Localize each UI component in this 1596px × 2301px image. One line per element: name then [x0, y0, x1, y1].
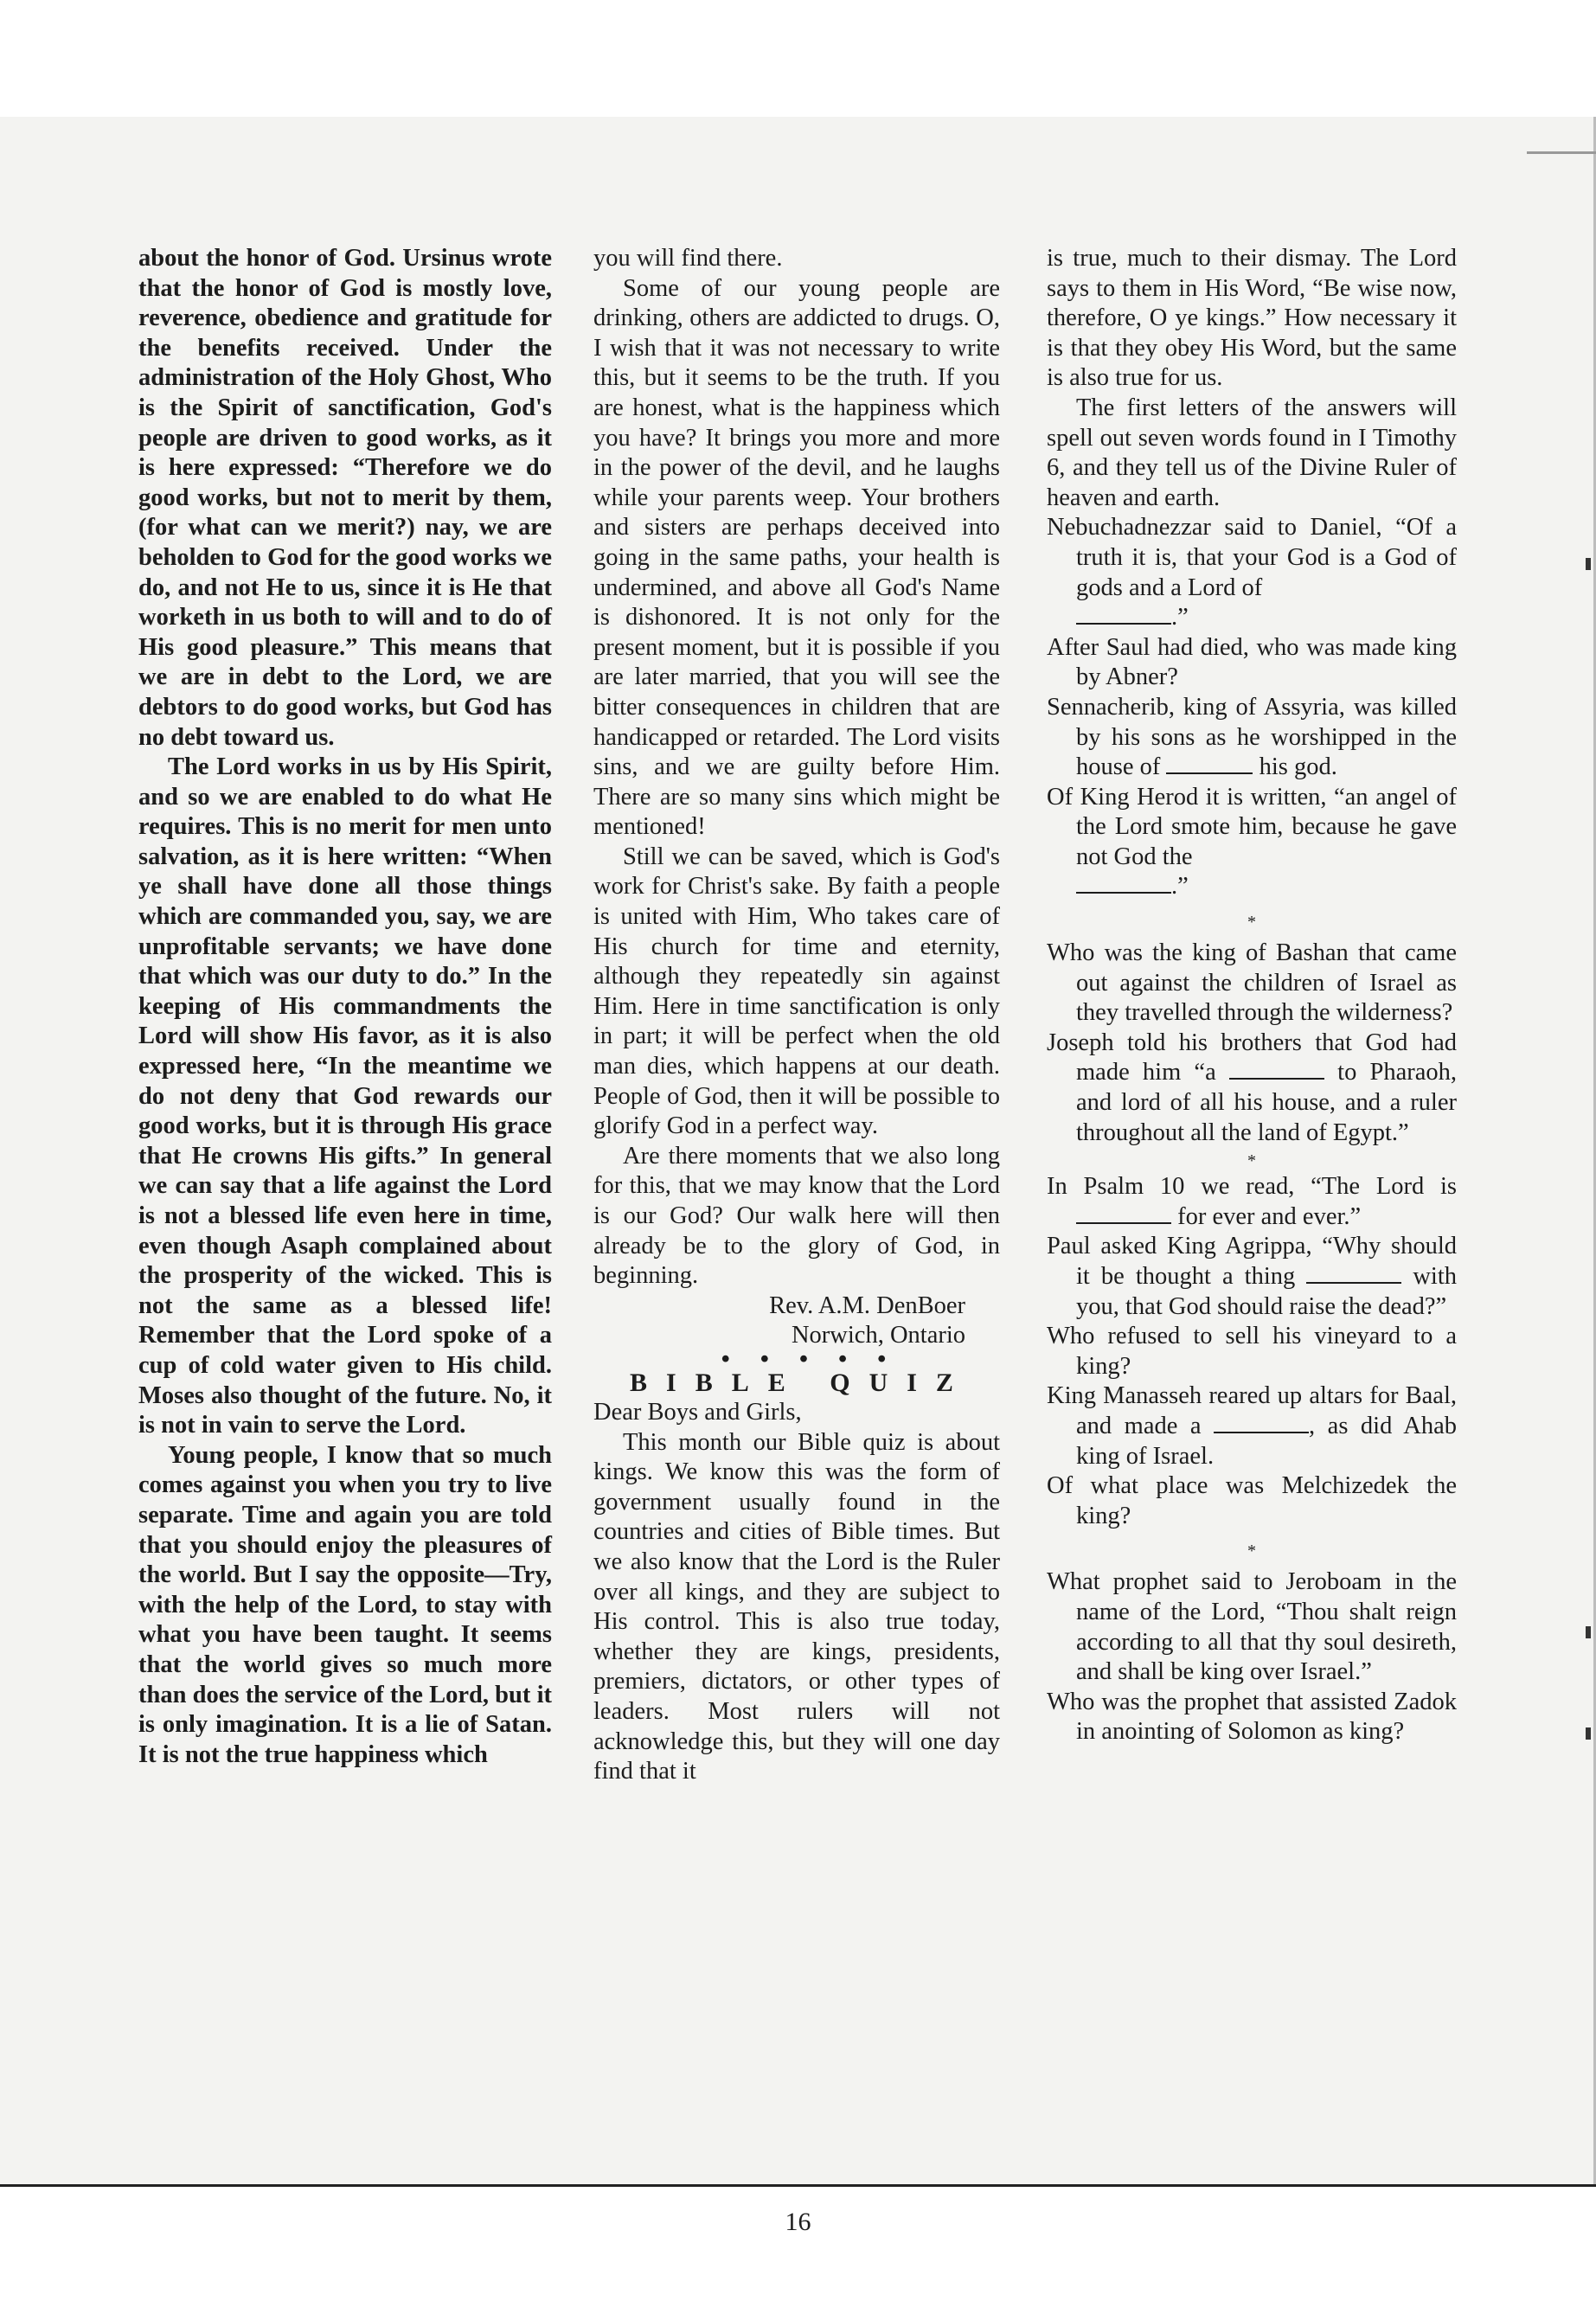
section-heading: BIBLE QUIZ — [630, 1368, 972, 1397]
quiz-question: Who was the king of Bashan that came out against the children of Israel as they travelled through the wilderness? — [1047, 939, 1457, 1027]
edge-tick — [1586, 1626, 1591, 1638]
paragraph: Still we can be saved, which is God's work for Christ's sake. By faith a people is united with Him, Who takes care of His church for time and eternity, although they repeatedly sin against Him. Here in time sanctification is only in part; it will be perfect when the old man dies, which happens at our death. People of God, then it will be possible to glorify God in a perfect way. — [593, 843, 1000, 1140]
greeting: Dear Boys and Girls, — [593, 1398, 802, 1426]
corner-mark — [1527, 151, 1596, 154]
paragraph: Young people, I know that so much comes against you when you try to live separate. Time and again you are told that you should enjoy the pleasures of the world. But I say the opposite—Try, with the help of the Lord, to stay with what you have been taught. It seems that the world gives so much more than does the service of the Lord, but it is only imagination. It is a lie of Satan. It is not the true happiness which — [138, 1441, 552, 1768]
column-right — [1047, 244, 1457, 1747]
separator-asterisk: * — [1247, 1151, 1256, 1171]
page-number: 16 — [785, 2208, 811, 2236]
column-left — [138, 244, 552, 1770]
quiz-question: In Psalm 10 we read, “The Lord is for ever and ever.” — [1047, 1173, 1457, 1230]
quiz-question: Of King Herod it is written, “an angel of the Lord smote him, because he gave not God the .” — [1047, 783, 1457, 901]
author-location: Norwich, Ontario — [791, 1322, 965, 1349]
answer-blank — [1214, 1413, 1309, 1433]
quiz-question: King Manasseh reared up altars for Baal, and made a , as did Ahab king of Israel. — [1047, 1382, 1457, 1470]
signature — [593, 1292, 1000, 1351]
magazine-page — [0, 117, 1596, 2236]
paragraph: you will find there. — [593, 245, 783, 272]
paragraph: is true, much to their dismay. The Lord says to them in His Word, “Be wise now, therefore, O ye kings.” How necessary it is that they obey His Word, but the same is also true for us. — [1047, 245, 1457, 392]
answer-blank — [1166, 753, 1253, 774]
answer-blank — [1306, 1263, 1401, 1284]
answer-blank — [1229, 1059, 1324, 1080]
separator-asterisk: * — [1247, 1541, 1256, 1561]
quiz-question: What prophet said to Jeroboam in the name of the Lord, “Thou shalt reign according to all that thy soul desireth, and shall be king over Israel.” — [1047, 1568, 1457, 1686]
answer-blank — [1076, 873, 1171, 894]
paragraph: about the honor of God. Ursinus wrote that the honor of God is mostly love, reverence, obedience and gratitude for the benefits received. Under the administration of the Holy Ghost, Who is the Spirit of sanctification, God's people are driven to good works, as it is here expressed: “Therefore we do good works, but not to merit by them, (for what can we merit?) nay, we are beholden to God for the good works we do, and not He to us, since it is He that worketh in us both to will and to do of His good pleasure.” This means that we are in debt to the Lord, we are debtors to do good works, but God has no debt toward us. — [138, 245, 552, 751]
paragraph: The first letters of the answers will spell out seven words found in I Timothy 6, and they tell us of the Divine Ruler of heaven and earth. — [1047, 394, 1457, 511]
author-name: Rev. A.M. DenBoer — [769, 1292, 965, 1319]
quiz-question: Of what place was Melchizedek the king? — [1047, 1472, 1457, 1529]
paragraph: Some of our young people are drinking, others are addicted to drugs. O, I wish that it was not necessary to write this, but it seems to be the truth. If you are honest, what is the happiness which you have? It brings you more and more in the power of the devil, and he laughs while your parents weep. Your brothers and sisters are perhaps deceived into going in the same paths, your health is undermined, and above all God's Name is dishonored. It is not only for the present moment, but it is possible if you are later married, that you will see the bitter consequences in children that are handicapped or retarded. The Lord visits sins, and we are guilty before Him. There are so many sins which might be mentioned! — [593, 274, 1000, 841]
paragraph: This month our Bible quiz is about kings. We know this was the form of government usually found in the countries and cities of Bible times. But we also know that the Lord is the Ruler over all kings, and they are subject to His control. This is also true today, whether they are kings, presidents, premiers, dictators, or other types of leaders. Most rulers will not acknowledge this, but they will one day find that it — [593, 1428, 1000, 1785]
answer-blank — [1076, 604, 1171, 625]
quiz-question: Who was the prophet that assisted Zadok in anointing of Solomon as king? — [1047, 1688, 1457, 1746]
paragraph: Are there moments that we also long for this, that we may know that the Lord is our God? Our walk here will then already be to the glory of God, in beginning. — [593, 1142, 1000, 1290]
edge-tick — [1586, 558, 1591, 570]
answer-blank — [1076, 1203, 1171, 1224]
quiz-question: Paul asked King Agrippa, “Why should it be thought a thing with you, that God should raise the dead?” — [1047, 1233, 1458, 1320]
quiz-question: Who refused to sell his vineyard to a king? — [1047, 1323, 1457, 1380]
column-middle — [593, 244, 1000, 1787]
separator-asterisk: * — [1247, 913, 1256, 933]
paragraph: The Lord works in us by His Spirit, and so we are enabled to do what He requires. This is no merit for men unto salvation, as it is here written: “When ye shall have done all those things which are commanded you, say, we are unprofitable servants; we have done that which was our duty to do.” In the keeping of His commandments the Lord will show His favor, as it is also expressed here, “In the meantime we do not deny that God rewards our good works, but it is through His grace that He crowns His gifts.” In general we can say that a life against the Lord is not a blessed life even here in time, even though Asaph complained about the prosperity of the wicked. This is not the same as a blessed life! Remember that the Lord spoke of a cup of cold water given to His child. Moses also thought of the future. No, it is not in vain to serve the Lord. — [138, 753, 552, 1439]
quiz-question: After Saul had died, who was made king by Abner? — [1047, 633, 1457, 691]
quiz-question: Joseph told his brothers that God had made him “a to Pharaoh, and lord of all his house, and a ruler throughout all the land of Egypt.” — [1047, 1029, 1458, 1146]
section-divider: • • • • • — [721, 1345, 899, 1373]
quiz-question: Nebuchadnezzar said to Daniel, “Of a truth it is, that your God is a God of gods and a Lord of .” — [1047, 514, 1457, 631]
edge-tick — [1586, 1727, 1591, 1740]
quiz-question: Sennacherib, king of Assyria, was killed by his sons as he worshipped in the house of his god. — [1047, 693, 1457, 781]
